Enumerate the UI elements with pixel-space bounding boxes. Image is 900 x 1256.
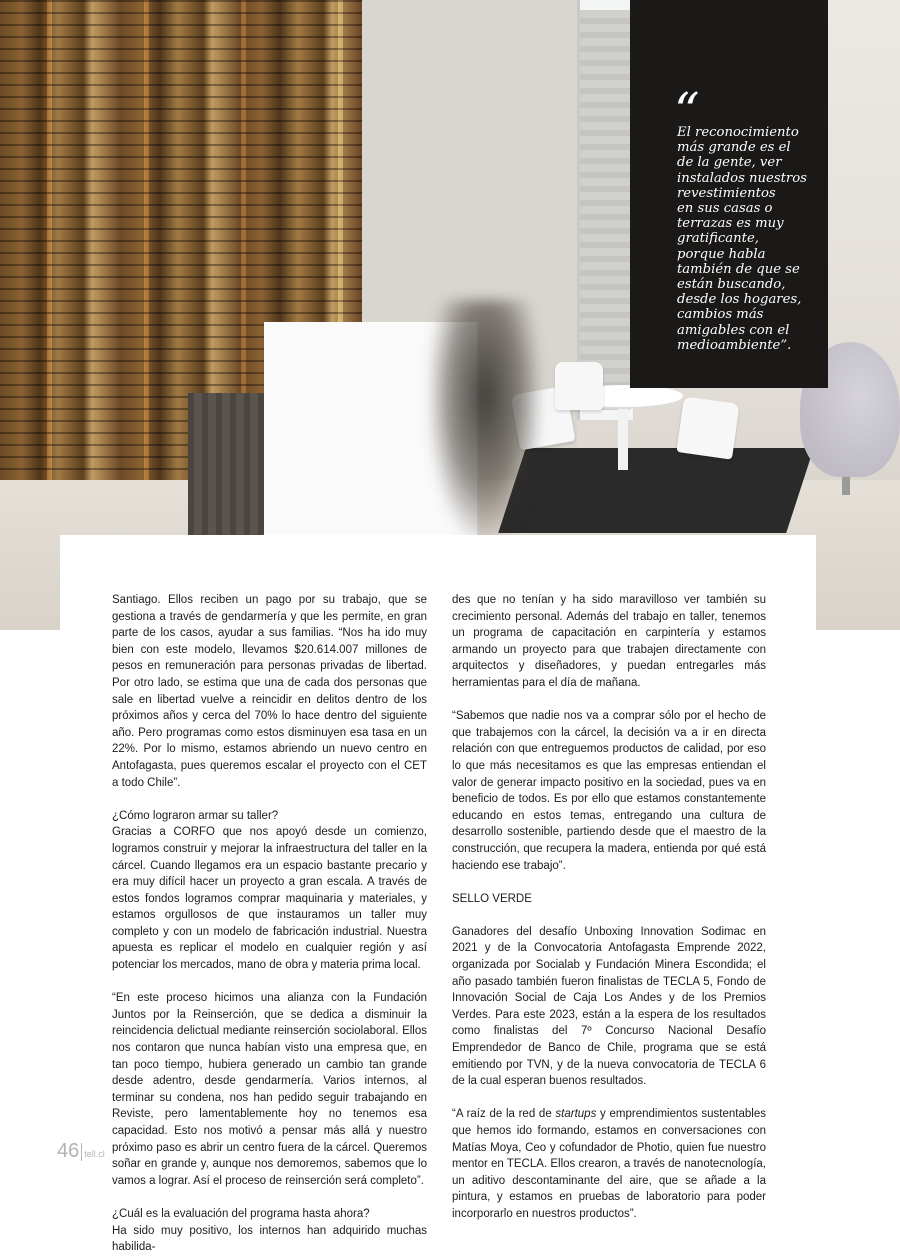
paragraph: Santiago. Ellos reciben un pago por su trabajo, que se gestiona a través de gendarmería y que les permite, en gran parte de los casos, ayudar a sus familias. “Nos ha ido muy bien con este modelo, llevamos $20.614.007 millones de pesos en remuneración para personas privadas de libertad. Por otro lado, se estima que una de cada dos personas que sale en libertad vuelve a reincidir en delitos dentro de los próximos años y cerca del 70% lo hace dentro del siguiente año. Pero programas como estos disminuyen esa tasa en un 22%. Por lo mismo, estamos abriendo un nuevo centro en Antofagasta, pues queremos escalar el proyecto con el CET a todo Chile”. xyxy=(112,594,427,789)
pull-quote-text: El reconocimiento más grande es el de la gente, ver instalados nuestros revestimientos en sus casas o terrazas es muy gratificante, porque habla también de que se están buscando, desde los hogares, cambios más amigables con el medioambiente”. xyxy=(677,125,807,353)
paragraph: “En este proceso hicimos una alianza con la Fundación Juntos por la Reinserción, que se dedica a disminuir la reincidencia delictual mediante reinserción sociolaboral. Ellos nos contaron que nunca habían visto una empresa que, en tan poco tiempo, hubiera generado un cambio tan grande desde adentro, desde gendarmería. Varios internos, al terminar su condena, nos han pedido seguir trabajando en Reviste, pero lamentablemente hoy no tenemos esa capacidad. Esto nos motivó a pensar más allá y nuestro próximo paso es abrir un centro fuera de la cárcel. Queremos soñar en grande y, aunque nos demoremos, sabemos que lo vamos a lograr. Así el proceso de reinserción será completo”. xyxy=(112,992,427,1187)
table-leg xyxy=(618,405,628,470)
page-folio xyxy=(57,1140,105,1163)
paragraph: Ganadores del desafío Unboxing Innovation Sodimac en 2021 y de la Convocatoria Antofagasta Emprende 2022, organizada por Socialab y Fundación Minera Escondida; el año pasado también fueron finalistas de TECLA 5, Fondo de Innovación Social de Caja Los Andes y de los Premios Verdes. Para este 2023, están a la espera de los resultados como finalistas del 7º Concurso Nacional Desafío Emprendedor de Banco de Chile, programa que se está emitiendo por TVN, y de la nueva convocatoria de TECLA 6 de la cual esperan buenos resultados. xyxy=(452,925,766,1088)
right-column xyxy=(452,592,766,1223)
paragraph xyxy=(452,1106,766,1222)
left-column xyxy=(112,592,427,1256)
paragraph: des que no tenían y ha sido maravilloso ver también su crecimiento personal. Además del trabajo en taller, tenemos un programa de capacitación en carpintería y estamos armando un proyecto para que trabajen directamente con arquitectos y diseñadores, y puedan entregarles más herramientas para el día de mañana. xyxy=(452,594,766,689)
paragraph: Ha sido muy positivo, los internos han adquirido muchas habilida- xyxy=(112,1224,427,1254)
white-chair xyxy=(676,396,739,459)
folio-brand: tell.cl xyxy=(84,1149,105,1159)
page-number: 46 xyxy=(57,1140,80,1162)
quote-mark-icon: “ xyxy=(674,82,700,140)
emphasis-text: startups xyxy=(555,1108,597,1121)
blurred-person xyxy=(430,300,540,540)
paragraph-text: “A raíz de la red de xyxy=(452,1108,556,1121)
paragraph: “Sabemos que nadie nos va a comprar sólo por el hecho de que trabajemos con la cárcel, la decisión va a ir en directa relación con que entreguemos productos de calidad, por eso lo que más necesitamos es que las empresas entiendan el valor de generar impacto positivo en la sociedad, pues va en beneficio de todos. Es por ello que estamos constantemente educando en estos temas, entregando una cultura de desarrollo sostenible, partiendo desde que el maestro de la construcción, que recupera la madera, entienda por qué está haciendo ese trabajo”. xyxy=(452,710,766,872)
white-chair xyxy=(555,362,603,410)
paragraph-text: y emprendimientos sustentables que hemos ido formando, estamos en conversaciones con Matías Moya, Ceo y cofundador de Photio, quien fue nuestro mentor en TECLA. Ellos crearon, a través de nanotecnología, un aditivo descontaminante del aire, que se añade a la pintura, y estamos en pruebas de laboratorio para poder incorporarlo en nuestros productos”. xyxy=(452,1108,766,1220)
rug xyxy=(498,448,814,533)
question-heading: ¿Cuál es la evaluación del programa hasta ahora? xyxy=(112,1207,370,1220)
folio-divider xyxy=(81,1143,82,1161)
paragraph: Gracias a CORFO que nos apoyó desde un comienzo, logramos construir y mejorar la infraestructura del taller en la cárcel. Cuando llegamos era un espacio bastante precario y era muy difícil hacer un proyecto a gran escala. A través de estos fondos logramos comprar maquinaria y materiales, y estamos orgullosos de que instauramos un taller muy completo y con un modelo de fabricación industrial. Nuestra apuesta es replicar el modelo en cualquier región y así potenciar los mercados, mano de obra y materia prima local. xyxy=(112,826,427,972)
question-heading: ¿Cómo lograron armar su taller? xyxy=(112,809,279,822)
stone-column xyxy=(580,10,630,410)
pull-quote-box xyxy=(630,0,828,388)
section-heading: SELLO VERDE xyxy=(452,892,532,905)
